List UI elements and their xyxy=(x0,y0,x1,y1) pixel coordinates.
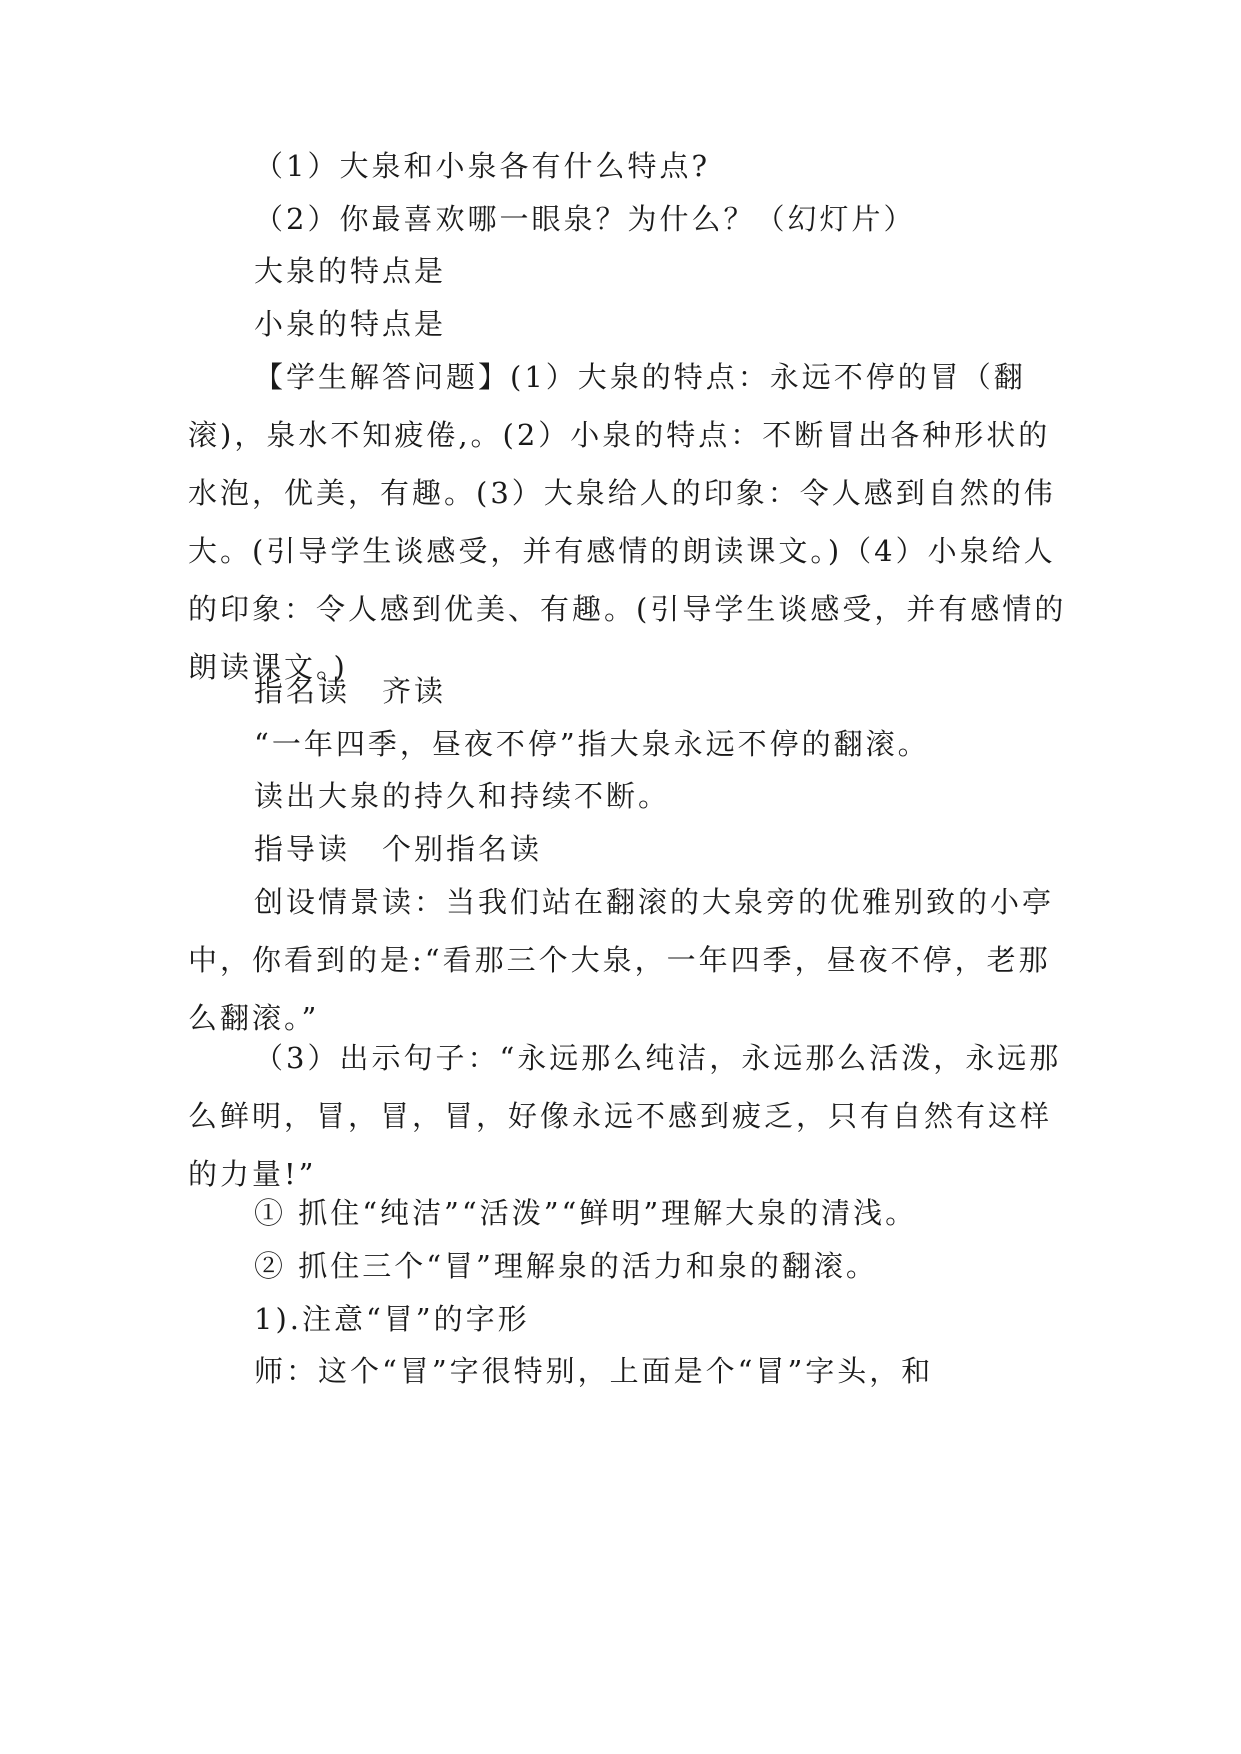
paragraph-question-2: （2）你最喜欢哪一眼泉？为什么？（幻灯片） xyxy=(254,202,916,236)
paragraph-big-spring-feature: 大泉的特点是 xyxy=(254,254,447,288)
paragraph-reading-method-1: 指名读 齐读 xyxy=(254,674,447,708)
paragraph-point-2: ② 抓住三个“冒”理解泉的活力和泉的翻滚。 xyxy=(254,1249,878,1283)
paragraph-small-spring-feature: 小泉的特点是 xyxy=(254,307,447,341)
paragraph-quote-seasons: “一年四季，昼夜不停”指大泉永远不停的翻滚。 xyxy=(254,727,930,761)
paragraph-teacher-explanation: 师：这个“冒”字很特别，上面是个“冒”字头，和 xyxy=(254,1354,934,1388)
paragraph-character-shape: 1).注意“冒”的字形 xyxy=(254,1302,530,1336)
paragraph-student-answers: 【学生解答问题】(1）大泉的特点：永远不停的冒（翻滚)，泉水不知疲倦,。(2）小泉的特点：不断冒出各种形状的水泡，优美，有趣。(3）大泉给人的印象：令人感到自然的伟大。(引导学生谈感受，并有感情的朗读课文。)（4）小泉给人的印象：令人感到优美、有趣。(引导学生谈感受，并有感情的朗读课文。) xyxy=(188,360,1067,684)
paragraph-show-sentence: （3）出示句子：“永远那么纯洁，永远那么活泼，永远那么鲜明，冒，冒，冒，好像永远不感到疲乏，只有自然有这样的力量!” xyxy=(188,1041,1062,1191)
paragraph-read-persistence: 读出大泉的持久和持续不断。 xyxy=(254,779,671,813)
paragraph-reading-method-2: 指导读 个别指名读 xyxy=(254,832,543,866)
paragraph-question-1: （1）大泉和小泉各有什么特点? xyxy=(254,149,710,183)
paragraph-scenario-reading: 创设情景读：当我们站在翻滚的大泉旁的优雅别致的小亭中，你看到的是:“看那三个大泉，一年四季，昼夜不停，老那么翻滚。” xyxy=(188,885,1055,1035)
paragraph-point-1: ① 抓住“纯洁”“活泼”“鲜明”理解大泉的清浅。 xyxy=(254,1196,918,1230)
